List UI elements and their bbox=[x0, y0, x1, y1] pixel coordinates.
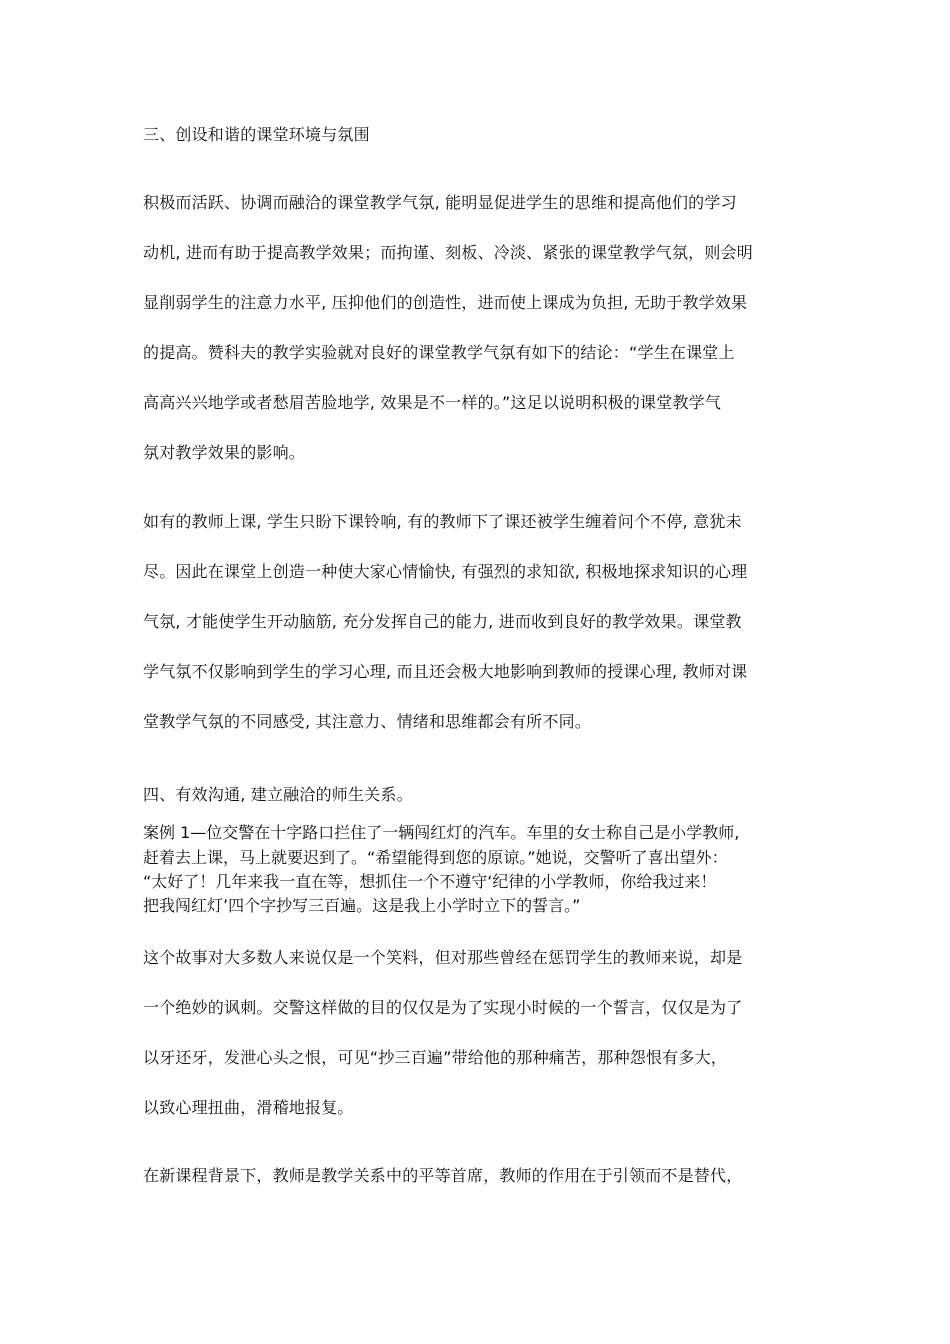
paragraph-line: 在新课程背景下，教师是教学关系中的平等首席，教师的作用在于引领而不是替代， bbox=[143, 1166, 743, 1185]
paragraph-line: 以牙还牙，发泄心头之恨，可见“抄三百遍”带给他的那种痛苦，那种怨恨有多大， bbox=[143, 1048, 727, 1067]
section-heading-4: 四、有效沟通, 建立融洽的师生关系。 bbox=[143, 785, 413, 804]
case-line: 案例 1—位交警在十字路口拦住了一辆闯红灯的汽车。车里的女士称自己是小学教师, bbox=[143, 823, 740, 842]
paragraph-line: 以致心理扭曲，滑稽地报复。 bbox=[143, 1098, 354, 1117]
paragraph-line: 如有的教师上课, 学生只盼下课铃响, 有的教师下了课还被学生缠着问个不停, 意犹未 bbox=[143, 512, 742, 531]
case-line: “太好了！几年来我一直在等，想抓住一个不遵守‘纪律的小学教师，你给我过来！ bbox=[143, 872, 717, 891]
paragraph-line: 尽。因此在课堂上创造一种使大家心情愉快, 有强烈的求知欲, 积极地探求知识的心理 bbox=[143, 562, 748, 581]
paragraph-line: 动机, 进而有助于提高教学效果；而拘谨、刻板、冷淡、紧张的课堂教学气氛，则会明 bbox=[143, 243, 753, 262]
paragraph-line: 气氛, 才能使学生开动脑筋, 充分发挥自己的能力, 进而收到良好的教学效果。课堂教 bbox=[143, 612, 742, 631]
paragraph-line: 的提高。赞科夫的教学实验就对良好的课堂教学气氛有如下的结论：“学生在课堂上 bbox=[143, 343, 735, 362]
paragraph-line: 一个绝妙的讽刺。交警这样做的目的仅仅是为了实现小时候的一个誓言，仅仅是为了 bbox=[143, 998, 743, 1017]
paragraph-line: 积极而活跃、协调而融洽的课堂教学气氛, 能明显促进学生的思维和提高他们的学习 bbox=[143, 193, 737, 212]
paragraph-line: 堂教学气氛的不同感受, 其注意力、情绪和思维都会有所不同。 bbox=[143, 712, 591, 731]
paragraph-line: 氛对教学效果的影响。 bbox=[143, 443, 306, 462]
case-line: 赶着去上课，马上就要迟到了。“希望能得到您的原谅。”她说，交警听了喜出望外： bbox=[143, 848, 728, 867]
section-heading-3: 三、创设和谐的课堂环境与氛围 bbox=[143, 125, 370, 144]
paragraph-line: 这个故事对大多数人来说仅是一个笑料，但对那些曾经在惩罚学生的教师来说，却是 bbox=[143, 948, 743, 967]
paragraph-line: 显削弱学生的注意力水平, 压抑他们的创造性，进而使上课成为负担, 无助于教学效果 bbox=[143, 293, 748, 312]
case-line: 把我闯红灯’四个字抄写三百遍。这是我上小学时立下的誓言。” bbox=[143, 896, 581, 915]
paragraph-line: 高高兴兴地学或者愁眉苦脸地学, 效果是不一样的。”这足以说明积极的课堂教学气 bbox=[143, 393, 722, 412]
paragraph-line: 学气氛不仅影响到学生的学习心理, 而且还会极大地影响到教师的授课心理, 教师对课 bbox=[143, 662, 748, 681]
